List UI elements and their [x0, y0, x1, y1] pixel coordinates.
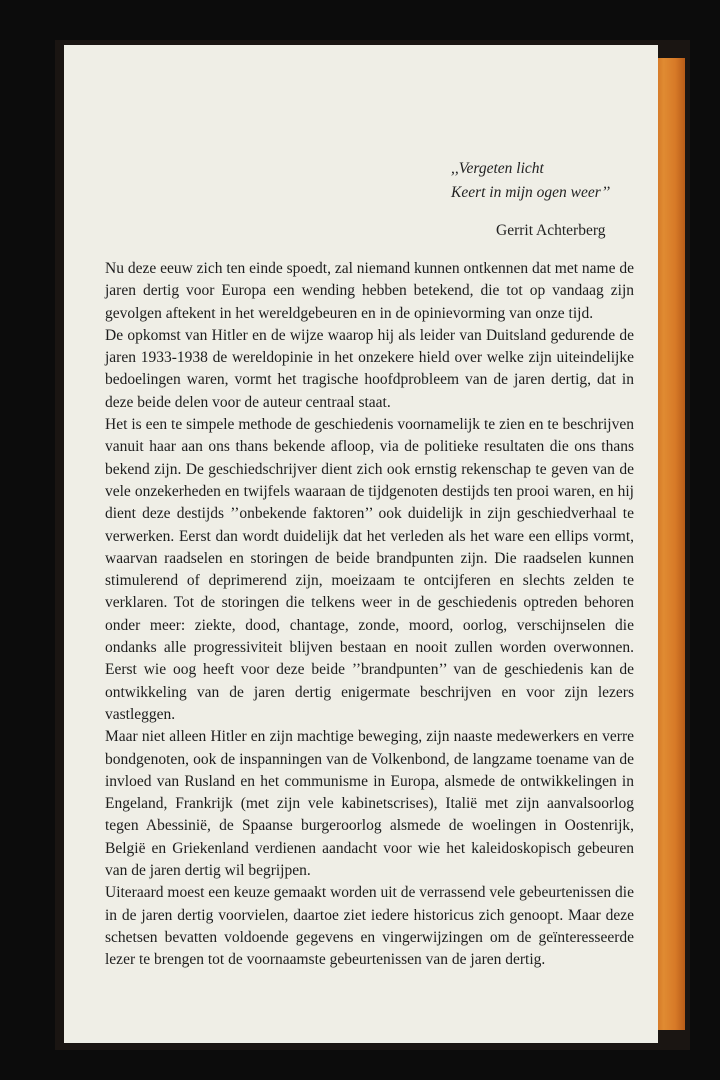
paragraph: Nu deze eeuw zich ten einde spoedt, zal niemand kunnen ontkennen dat met name de jaren dertig voor Europa een wending hebben betekend, die tot op vandaag zijn gevolgen aftekent in het wereldgebeuren en in de opinievorming van onze tijd.	[105, 260, 634, 322]
blurb-text	[105, 258, 634, 972]
motto-line-2: Keert in mijn ogen weer’’	[451, 184, 610, 201]
paragraph: Het is een te simpele methode de geschiedenis voornamelijk te zien en te beschrijven vanuit haar aan ons thans bekende afloop, via de politieke resultaten die ons thans bekend zijn. De geschiedschrijver dient zich ook ernstig rekenschap te geven van de vele onzekerheden en twijfels waaraan de tijdgenoten destijds ten prooi waren, en hij dient deze destijds ’’onbekende faktoren’’ ook duidelijk in zijn geschiedverhaal te verwerken. Eerst dan wordt duidelijk dat het verleden als het ware een ellips vormt, waarvan raadselen en storingen de beide brandpunten zijn. Die raadselen kunnen stimulerend of deprimerend zijn, moeizaam te ontcijferen en slechts zelden te verklaren. Tot de storingen die telkens weer in de geschiedenis optreden behoren onder meer: ziekte, dood, chantage, zonde, moord, oorlog, verschijnselen die ondanks alle progressiviteit blijven bestaan en nooit zullen worden overwonnen. Eerst wie oog heeft voor deze beide ’’brandpunten’’ van de geschiedenis kan de ontwikkeling van de jaren dertig enigermate beschrijven en voor zijn lezers vastleggen.	[105, 416, 634, 723]
paragraph: Uiteraard moest een keuze gemaakt worden uit de verrassend vele gebeurtenissen die in de jaren dertig voorvielen, daartoe ziet iedere historicus zich genoopt. Maar deze schetsen bevatten voldoende gegevens en vingerwijzingen om de geïnteresseerde lezer te brengen tot de voornaamste gebeurtenissen van de jaren dertig.	[105, 884, 634, 969]
motto-line-1: ,,Vergeten licht	[451, 160, 544, 177]
paragraph: De opkomst van Hitler en de wijze waarop hij als leider van Duitsland gedurende de jaren 1933-1938 de wereldopinie in het onzekere hield over welke zijn uiteindelijke bedoelingen waren, vormt het tragische hoofdprobleem van de jaren dertig, dat in deze beide delen voor de auteur centraal staat.	[105, 326, 634, 411]
motto-author: Gerrit Achterberg	[496, 222, 606, 239]
motto-quote	[451, 157, 651, 205]
paragraph: Maar niet alleen Hitler en zijn machtige beweging, zijn naaste medewerkers en verre bondgenoten, ook de inspanningen van de Volkenbond, de langzame toename van de invloed van Rusland en het communisme in Europa, alsmede de ontwikkelingen in Engeland, Frankrijk (met zijn vele kabinetscrises), Italië met zijn aanvalsoorlog tegen Abessinië, de Spaanse burgeroorlog alsmede de woelingen in Oostenrijk, België en Griekenland verdienen aandacht voor wie het kaleidoskopisch gebeuren van de jaren dertig wil begrijpen.	[105, 728, 634, 880]
